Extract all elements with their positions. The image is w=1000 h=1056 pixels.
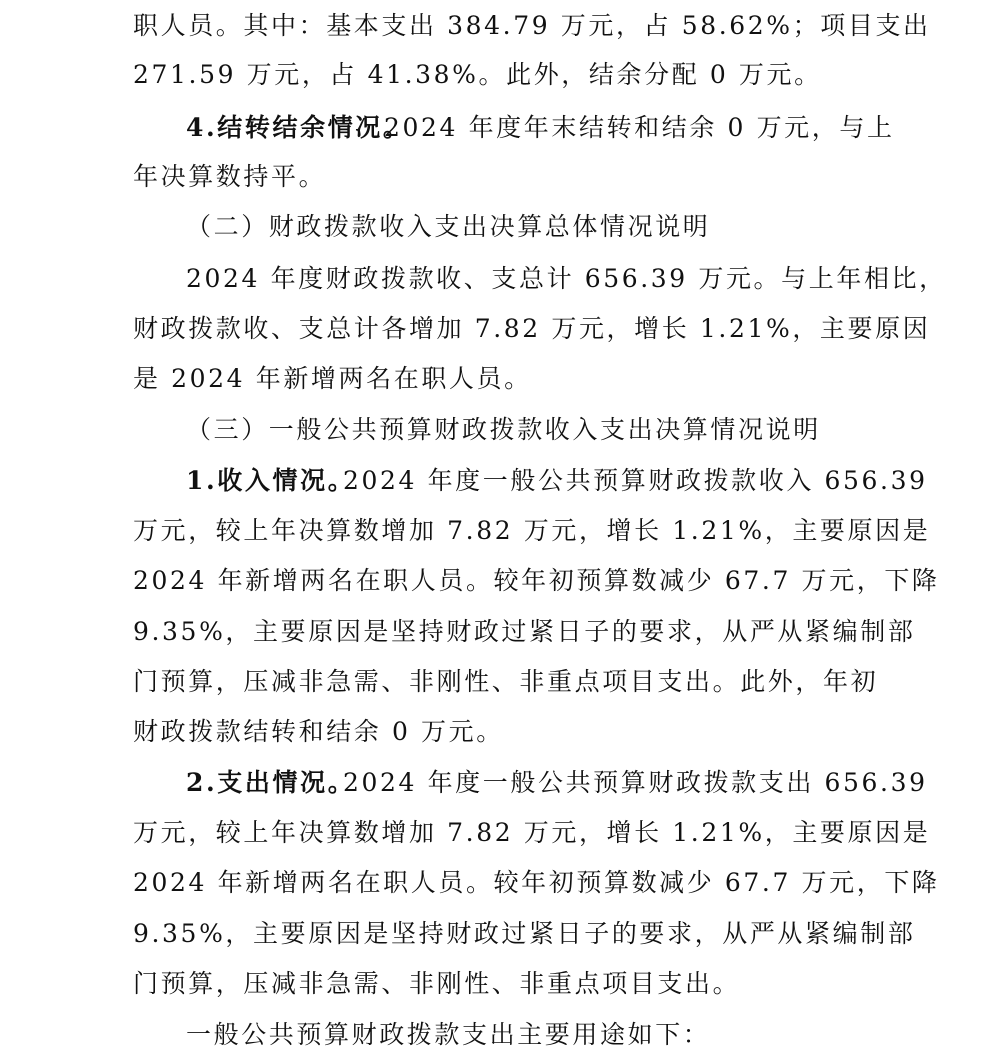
line-text: （二）财政拨款收入支出决算总体情况说明 (186, 212, 711, 241)
text-line-20 (0, 964, 1000, 1004)
text-line-6 (0, 259, 1000, 299)
line-text: 2024 年度一般公共预算财政拨款收入 656.39 (343, 466, 928, 495)
line-text: 门预算，压减非急需、非刚性、非重点项目支出。此外，年初 (133, 667, 879, 696)
subsection-heading-3 (0, 410, 1000, 450)
text-line-19 (0, 914, 1000, 954)
text-line-13 (0, 612, 1000, 652)
text-line-17 (0, 813, 1000, 853)
text-line-1 (0, 6, 1000, 46)
text-line-21 (0, 1015, 1000, 1055)
line-text: 财政拨款收、支总计各增加 7.82 万元，增长 1.21%，主要原因 (133, 314, 931, 343)
text-line-16 (0, 763, 1000, 803)
line-text: （三）一般公共预算财政拨款收入支出决算情况说明 (186, 415, 821, 444)
line-text: 年决算数持平。 (133, 162, 327, 191)
text-line-11 (0, 511, 1000, 551)
text-line-7 (0, 309, 1000, 349)
line-text: 2024 年度年末结转和结余 0 万元，与上 (384, 113, 895, 142)
text-line-4 (0, 157, 1000, 197)
subsection-heading-2 (0, 207, 1000, 247)
text-line-15 (0, 712, 1000, 752)
text-line-3 (0, 108, 1000, 148)
line-text: 万元，较上年决算数增加 7.82 万元，增长 1.21%，主要原因是 (133, 818, 931, 847)
line-text: 2024 年新增两名在职人员。较年初预算数减少 67.7 万元，下降 (133, 566, 940, 595)
line-text: 271.59 万元，占 41.38%。此外，结余分配 0 万元。 (133, 60, 822, 89)
line-text: 2024 年度一般公共预算财政拨款支出 656.39 (343, 768, 928, 797)
text-line-10 (0, 461, 1000, 501)
section-heading-2: 2.支出情况。 (186, 768, 356, 797)
line-text: 门预算，压减非急需、非刚性、非重点项目支出。 (133, 969, 741, 998)
line-text: 一般公共预算财政拨款支出主要用途如下： (186, 1020, 711, 1049)
line-text: 是 2024 年新增两名在职人员。 (133, 364, 532, 393)
line-text: 职人员。其中：基本支出 384.79 万元，占 58.62%；项目支出 (133, 11, 931, 40)
line-text: 2024 年度财政拨款收、支总计 656.39 万元。与上年相比， (186, 264, 947, 293)
text-line-14 (0, 662, 1000, 702)
line-text: 9.35%，主要原因是坚持财政过紧日子的要求，从严从紧编制部 (133, 617, 916, 646)
line-text: 2024 年新增两名在职人员。较年初预算数减少 67.7 万元，下降 (133, 868, 940, 897)
line-text: 财政拨款结转和结余 0 万元。 (133, 717, 504, 746)
text-line-18 (0, 863, 1000, 903)
text-line-2 (0, 55, 1000, 95)
section-heading-1: 1.收入情况。 (186, 466, 356, 495)
line-text: 万元，较上年决算数增加 7.82 万元，增长 1.21%，主要原因是 (133, 516, 931, 545)
section-heading-4: 4.结转结余情况。 (186, 113, 411, 142)
text-line-12 (0, 561, 1000, 601)
text-line-8 (0, 359, 1000, 399)
line-text: 9.35%，主要原因是坚持财政过紧日子的要求，从严从紧编制部 (133, 919, 916, 948)
